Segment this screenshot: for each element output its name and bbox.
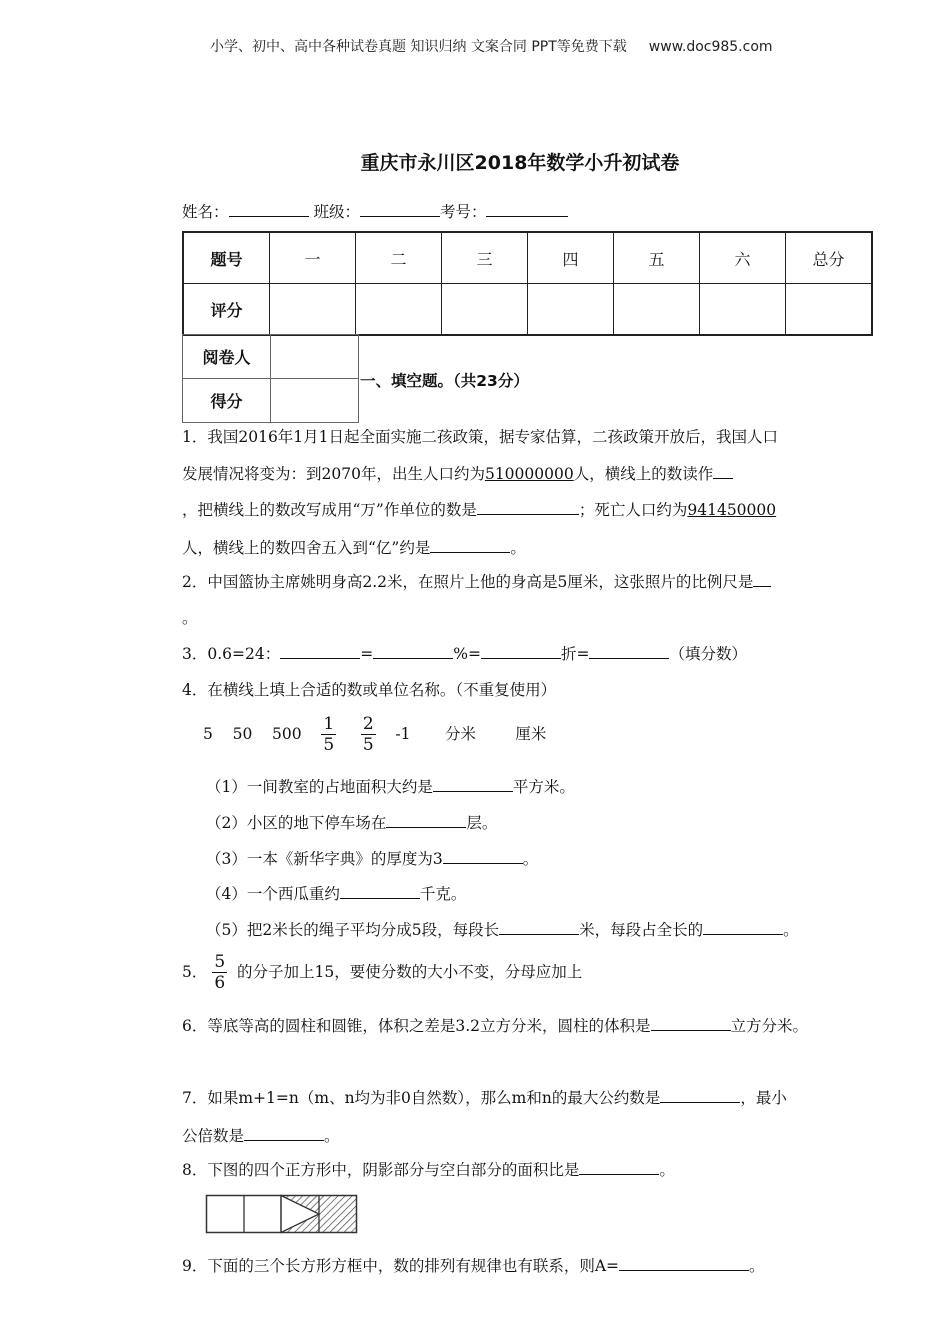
q7-end: 。: [324, 1127, 340, 1145]
q9-end: 。: [749, 1257, 765, 1275]
q1-line2-text: 发展情况将变为：到2070年，出生人口约为: [182, 465, 485, 483]
q4-intro: 4．在横线上填上合适的数或单位名称。（不重复使用）: [182, 681, 557, 699]
q1-line3: [182, 498, 776, 520]
score-cell[interactable]: [786, 284, 873, 336]
section-score-cell[interactable]: [271, 379, 359, 423]
score-cell[interactable]: [700, 284, 786, 336]
q4-s3-text: （3）一本《新华字典》的厚度为3: [206, 850, 443, 868]
q4-s2-blank[interactable]: [386, 812, 466, 828]
q1-underlined-death: 941450000: [687, 501, 777, 519]
score-cell[interactable]: [356, 284, 442, 336]
q8-blank[interactable]: [579, 1159, 659, 1175]
q4-option: 5: [203, 724, 213, 743]
q4-option: 厘米: [515, 724, 547, 743]
q1-line4-end: 。: [510, 539, 526, 557]
q3-blank-3[interactable]: [481, 643, 561, 659]
q1-blank-yi[interactable]: [430, 537, 510, 553]
q5-prefix: 5．: [182, 962, 208, 981]
q3-line: [182, 642, 747, 664]
q4-sub5: [206, 918, 799, 940]
q1-line4: [182, 536, 526, 558]
page-title: 重庆市永川区2018年数学小升初试卷: [360, 152, 680, 174]
q2-line2: 。: [182, 609, 198, 627]
score-table: [182, 231, 873, 336]
score-cell[interactable]: [270, 284, 356, 336]
q4-option: 50: [232, 724, 253, 743]
q4-s2-text: （2）小区的地下停车场在: [206, 814, 387, 832]
q1-underlined-number: 510000000: [484, 465, 574, 483]
q6-blank[interactable]: [651, 1015, 731, 1031]
exam-label: 考号：: [439, 203, 487, 221]
score-header-cell: 总分: [786, 232, 873, 284]
reviewer-label: 阅卷人: [183, 335, 271, 379]
q4-sub2: [206, 811, 497, 833]
q1-line2-tail: 人，横线上的数读作: [573, 465, 714, 483]
q3-blank-4[interactable]: [589, 643, 669, 659]
q4-option: 分米: [444, 724, 476, 743]
q4-s2-end: 层。: [466, 814, 498, 832]
q6-line: [182, 1014, 808, 1036]
q4-sub4: [206, 882, 466, 904]
score-header-cell: 五: [614, 232, 700, 284]
q6-end: 立方分米。: [730, 1017, 809, 1035]
q3-text-d: 折=: [560, 645, 590, 663]
q4-s3-blank[interactable]: [443, 848, 523, 864]
q4-s4-end: 千克。: [419, 885, 467, 903]
q7-blank-lcm[interactable]: [244, 1125, 324, 1141]
q4-s5-mid: 米，每段占全长的: [579, 921, 704, 939]
q4-s5-text: （5）把2米长的绳子平均分成5段，每段长: [206, 921, 500, 939]
frac-num: 2: [362, 714, 374, 734]
frac-den: 5: [323, 735, 335, 756]
q9-text: 9．下面的三个长方形方框中，数的排列有规律也有联系，则A=: [182, 1257, 620, 1275]
frac-den: 5: [362, 735, 374, 756]
score-row-label: 评分: [183, 284, 270, 336]
q3-text-c: %=: [453, 645, 481, 663]
q4-s4-blank[interactable]: [340, 883, 420, 899]
q4-fraction-2-5: [361, 714, 376, 756]
q7-line1: [182, 1086, 787, 1108]
score-cell[interactable]: [528, 284, 614, 336]
header-text: 小学、初中、高中各种试卷真题 知识归纳 文案合同 PPT等免费下载: [210, 39, 627, 55]
q4-s4-text: （4）一个西瓜重约: [206, 885, 340, 903]
q1-blank-wan[interactable]: [477, 499, 579, 515]
score-header-row: [183, 232, 872, 284]
name-label: 姓名：: [182, 203, 229, 221]
reviewer-cell[interactable]: [271, 335, 359, 379]
score-cell[interactable]: [442, 284, 528, 336]
reviewer-table: [182, 334, 359, 423]
q3-text-e: （填分数）: [669, 645, 747, 663]
q4-s1-end: 平方米。: [512, 778, 575, 796]
q1-line1: 1．我国2016年1月1日起全面实施二孩政策，据专家估算，二孩政策开放后，我国人口: [182, 428, 779, 446]
frac-num: 5: [214, 952, 226, 972]
score-header-cell: 六: [700, 232, 786, 284]
q4-fraction-1-5: [321, 714, 336, 756]
frac-den: 6: [214, 973, 226, 994]
q9-line: [182, 1254, 765, 1276]
score-label: 得分: [183, 379, 271, 423]
score-header-cell: 四: [528, 232, 614, 284]
q2-line1: [182, 570, 771, 592]
q4-s5-blank-1[interactable]: [499, 919, 579, 935]
class-label: 班级：: [313, 203, 360, 221]
q7-blank-gcd[interactable]: [660, 1087, 740, 1103]
q4-sub3: [206, 847, 538, 869]
q7-text: 7．如果m+1=n（m、n均为非0自然数），那么m和n的最大公约数是: [182, 1089, 661, 1107]
shaded-square: [319, 1196, 357, 1233]
q1-blank-read[interactable]: [713, 463, 733, 479]
q3-text-b: =: [360, 645, 374, 663]
page-header: [210, 36, 773, 56]
q4-s3-end: 。: [522, 850, 539, 868]
score-header-cell: 二: [356, 232, 442, 284]
q4-option: -1: [395, 724, 411, 743]
q3-blank-2[interactable]: [373, 643, 453, 659]
q6-text: 6．等底等高的圆柱和圆锥，体积之差是3.2立方分米，圆柱的体积是: [182, 1017, 651, 1035]
q7-line2: [182, 1124, 340, 1146]
exam-blank[interactable]: [486, 201, 568, 217]
name-blank[interactable]: [229, 201, 309, 217]
score-header-cell: 一: [270, 232, 356, 284]
q7-mid: ，最小: [740, 1089, 787, 1107]
score-header-cell: 三: [442, 232, 528, 284]
q1-line4-text: 人，横线上的数四舍五入到“亿”约是: [182, 539, 431, 557]
student-info: [182, 200, 568, 222]
q8-end: 。: [659, 1161, 675, 1179]
q4-option: 500: [272, 724, 302, 743]
q3-text-a: 3．0.6=24：: [182, 645, 281, 663]
q1-line3-mid: ；死亡人口约为: [578, 501, 688, 519]
q3-blank-1[interactable]: [280, 643, 360, 659]
q5-line: [182, 952, 582, 994]
frac-num: 1: [323, 714, 335, 734]
score-header-cell: 题号: [183, 232, 270, 284]
q4-s5-blank-2[interactable]: [703, 919, 783, 935]
q4-options: [203, 714, 546, 756]
q8-line: [182, 1158, 675, 1180]
q4-sub1: [206, 775, 575, 797]
class-blank[interactable]: [360, 201, 440, 217]
q1-line3-text: ，把横线上的数改写成用“万”作单位的数是: [182, 501, 477, 519]
q7-text-2: 公倍数是: [182, 1127, 245, 1145]
score-cell[interactable]: [614, 284, 700, 336]
q1-line2: [182, 462, 733, 484]
q5-fraction: [212, 952, 227, 994]
q4-s5-end: 。: [783, 921, 799, 939]
q4-s1-text: （1）一间教室的占地面积大约是: [206, 778, 433, 796]
q2-blank[interactable]: [753, 571, 771, 587]
section-heading: 一、填空题。（共23分）: [360, 372, 529, 390]
q5-text: 的分子加上15，要使分数的大小不变，分母应加上: [237, 962, 583, 981]
q2-text: 2．中国篮协主席姚明身高2.2米，在照片上他的身高是5厘米，这张照片的比例尺是: [182, 573, 754, 591]
q8-squares-figure: [205, 1194, 359, 1234]
score-value-row: [183, 284, 872, 336]
q9-blank[interactable]: [619, 1255, 749, 1271]
header-url[interactable]: www.doc985.com: [648, 39, 773, 55]
q4-s1-blank[interactable]: [433, 776, 513, 792]
q8-text: 8．下图的四个正方形中，阴影部分与空白部分的面积比是: [182, 1161, 580, 1179]
